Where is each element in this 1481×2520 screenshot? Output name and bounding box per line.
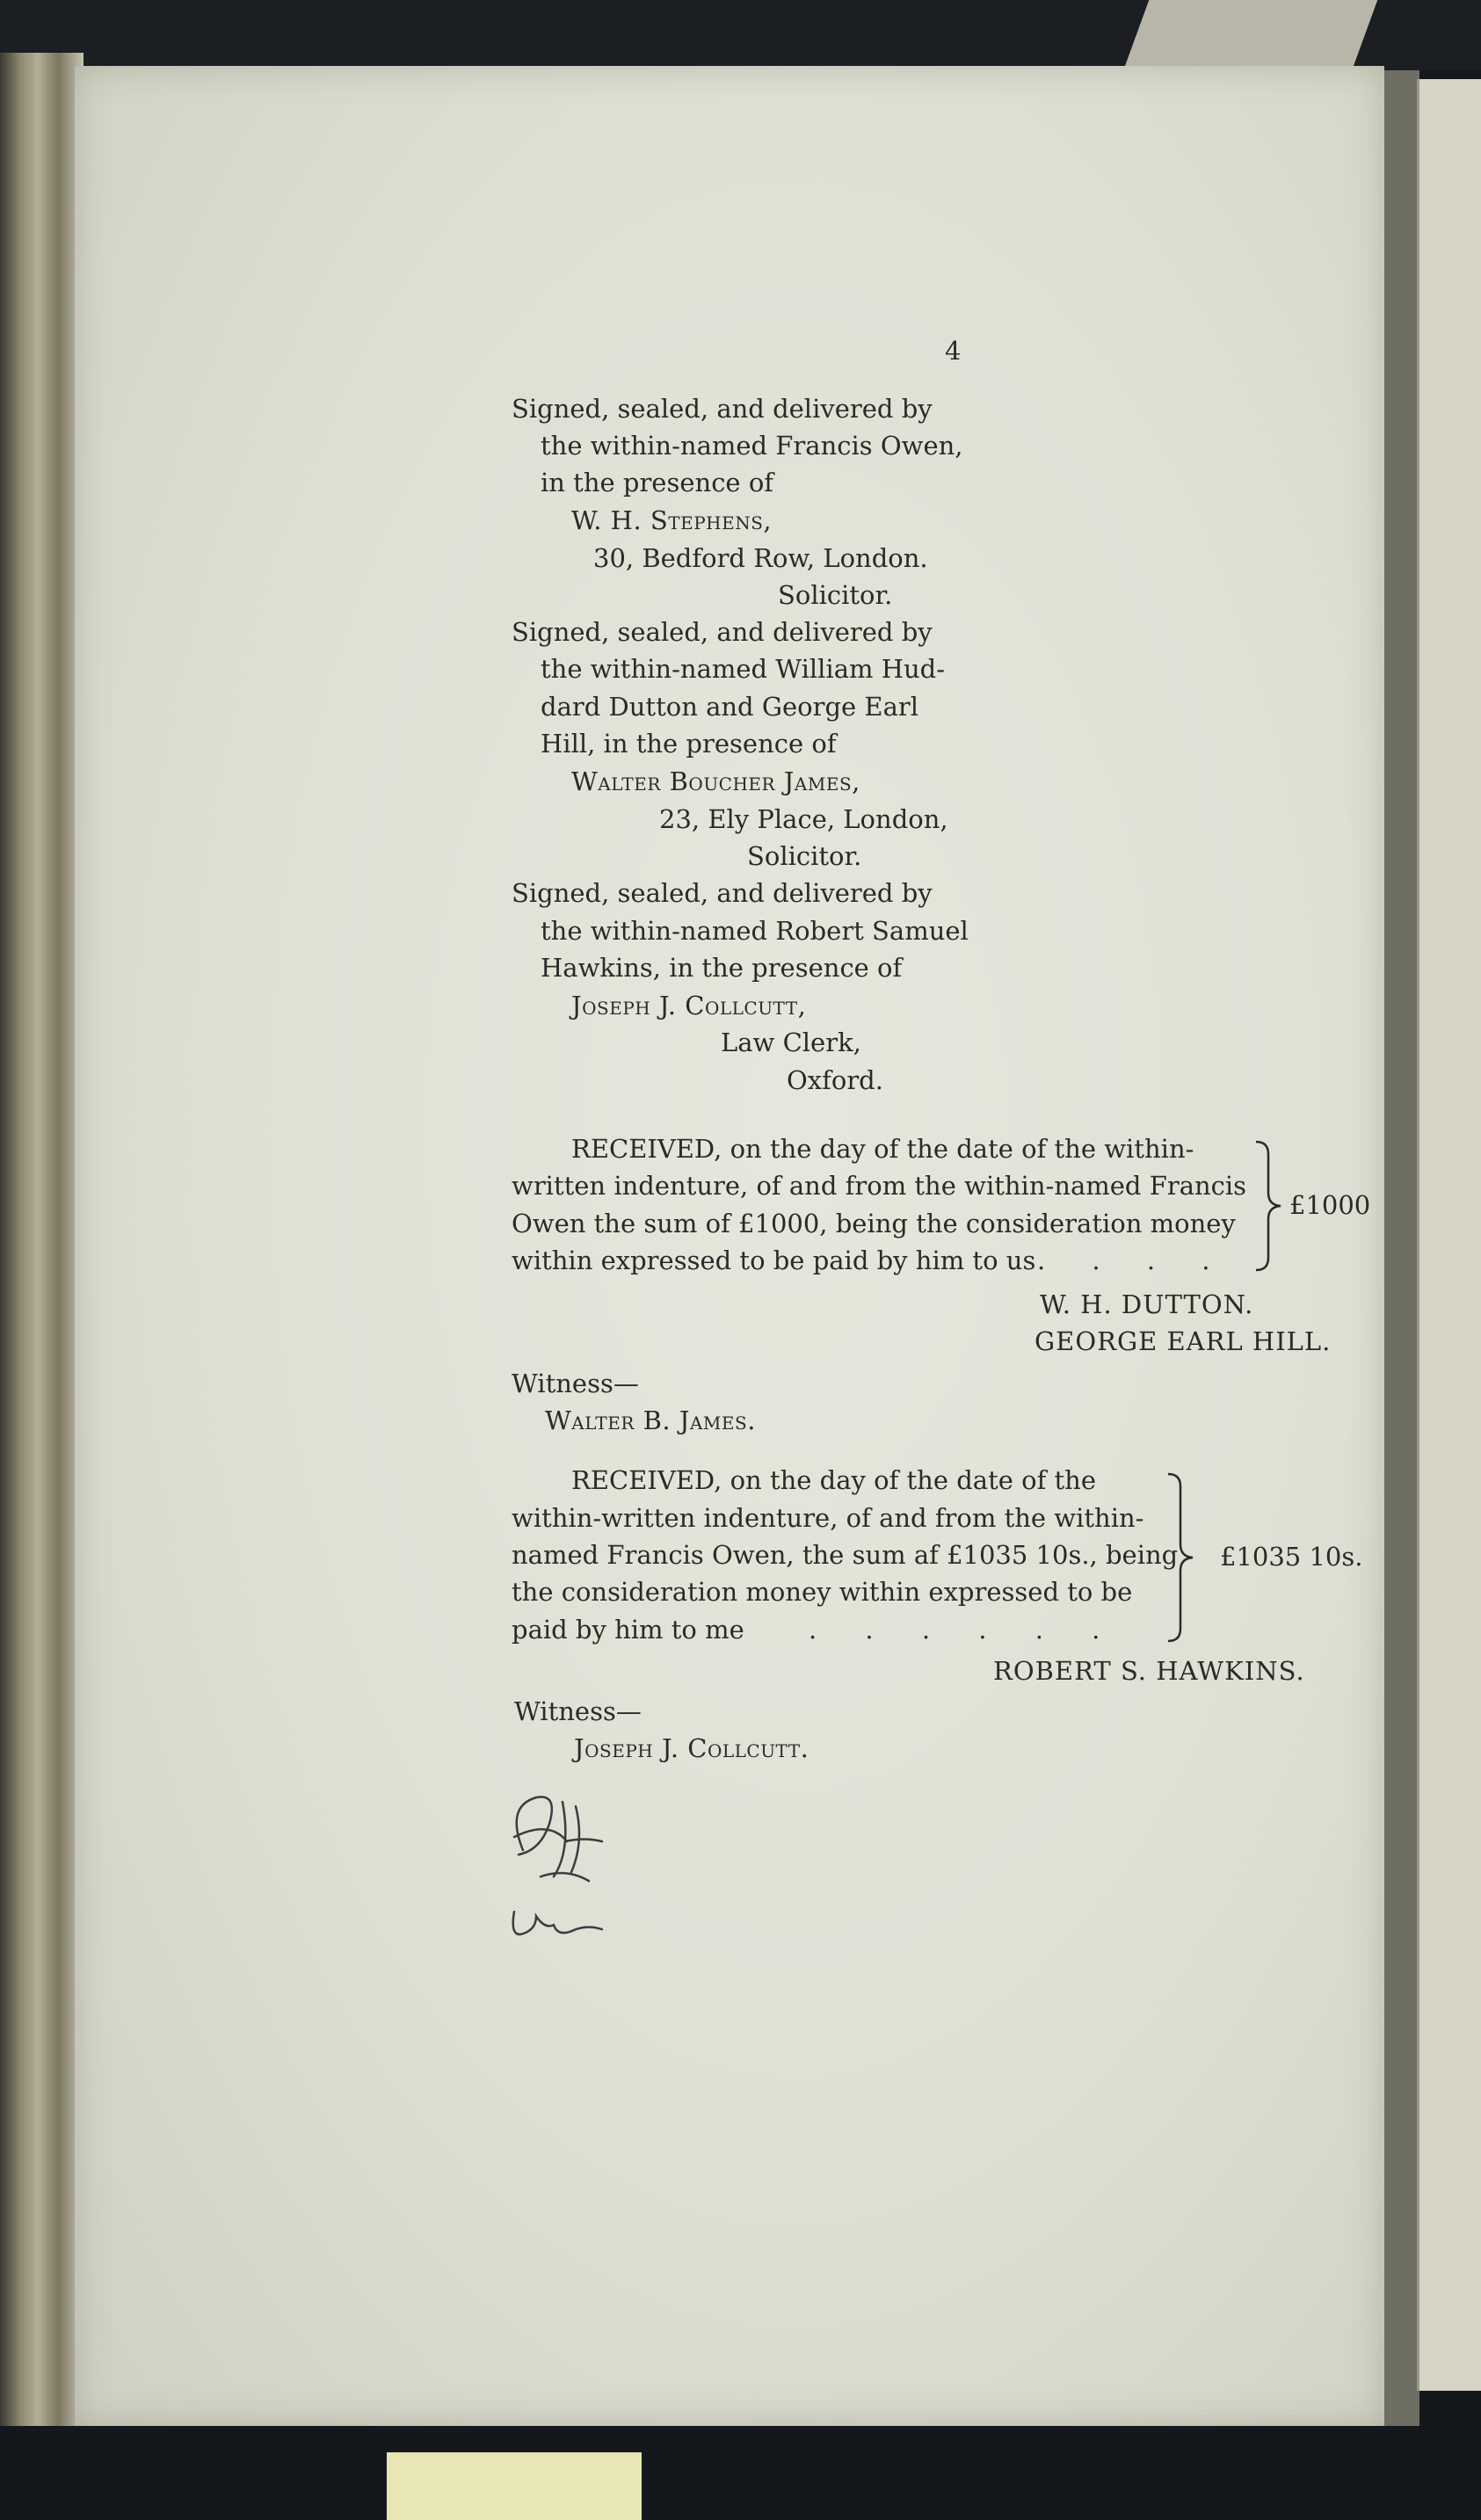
receipt-1-line-1: RECEIVED, on the day of the date of the within- [571,1134,1194,1164]
receipt-2-amount: £1035 10s. [1220,1542,1363,1572]
attestation-1-witness-address: 30, Bedford Row, London. [593,543,928,573]
receipt-1-signatory-2: GEORGE EARL HILL. [1035,1326,1332,1356]
receipt-1-brace [1252,1140,1288,1272]
attestation-2-line-4: Hill, in the presence of [541,729,837,759]
attestation-2-witness-address: 23, Ely Place, London, [659,804,948,834]
attestation-2-witness-name: Walter Boucher James, [571,766,860,796]
attestation-3-line-1: Signed, sealed, and delivered by [512,878,933,908]
receipt-1-line-3: Owen the sum of £1000, being the consideration money [512,1209,1236,1238]
attestation-2-line-3: dard Dutton and George Earl [541,692,919,722]
receipt-2-witness-name: Joseph J. Collcutt. [574,1733,809,1763]
attestation-2-line-2: the within-named William Hud- [541,654,946,684]
receipt-1-amount: £1000 [1289,1190,1371,1220]
page-number: 4 [945,336,962,366]
receipt-2-leader-dots: . . . . . . [809,1615,1121,1645]
receipt-2-line-5: paid by him to me [512,1615,744,1645]
attestation-1-line-2: the within-named Francis Owen, [541,431,963,461]
receipt-1-line-4: within expressed to be paid by him to us [512,1245,1036,1275]
receipt-2-line-2: within-written indenture, of and from the within- [512,1503,1144,1533]
attestation-1-witness-name: W. H. Stephens, [571,505,773,535]
attestation-2-line-1: Signed, sealed, and delivered by [512,617,933,647]
attestation-3-line-2: the within-named Robert Samuel [541,916,969,946]
attestation-3-witness-role: Oxford. [787,1065,883,1095]
receipt-2-signatory: ROBERT S. HAWKINS. [993,1656,1305,1686]
book-binding [0,53,83,2426]
attestation-3-witness-name: Joseph J. Collcutt, [571,991,807,1020]
attestation-3-line-3: Hawkins, in the presence of [541,953,903,983]
attestation-1-line-3: in the presence of [541,468,774,497]
bookmark-tab [387,2452,642,2520]
receipt-1-signatory-1: W. H. DUTTON. [1040,1289,1254,1319]
receipt-2-witness-label: Witness— [514,1696,642,1726]
receipt-2-brace [1165,1472,1200,1644]
receipt-2-line-4: the consideration money within expressed to be [512,1577,1133,1607]
next-page-edge [1417,79,1481,2391]
receipt-1-witness-name: Walter B. James. [545,1405,756,1435]
receipt-2-line-1: RECEIVED, on the day of the date of the [571,1465,1097,1495]
receipt-1-line-2: written indenture, of and from the within-named Francis [512,1171,1247,1201]
receipt-1-witness-label: Witness— [512,1369,639,1398]
document-page [75,66,1384,2426]
attestation-3-witness-address: Law Clerk, [721,1028,861,1057]
attestation-2-witness-role: Solicitor. [747,841,862,871]
attestation-1-witness-role: Solicitor. [778,580,893,610]
receipt-1-leader-dots: . . . . [1037,1245,1230,1275]
attestation-1-line-1: Signed, sealed, and delivered by [512,394,933,424]
receipt-2-line-3: named Francis Owen, the sum af £1035 10s., being [512,1540,1179,1570]
handwritten-initials [488,1754,620,1947]
